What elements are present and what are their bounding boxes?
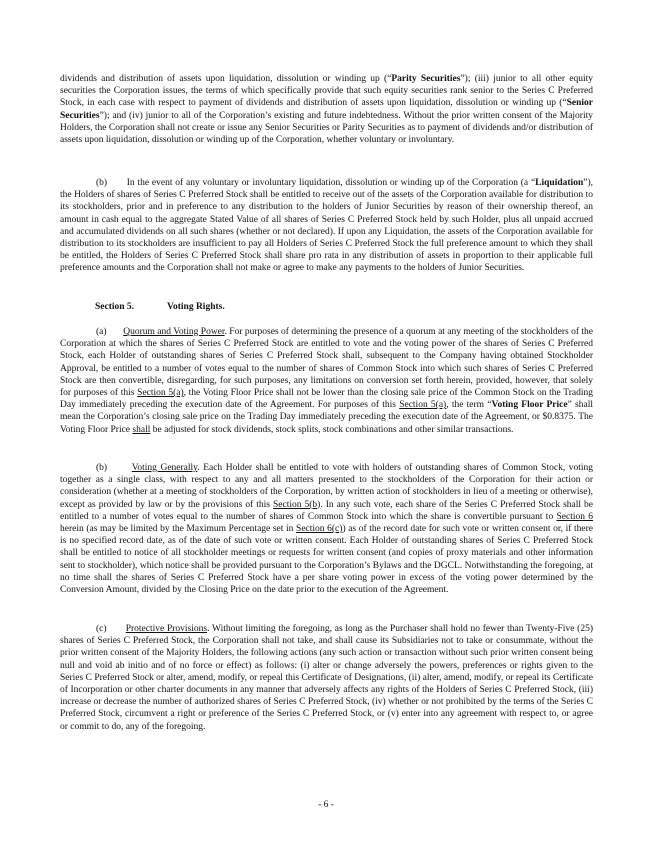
- paragraph-liquidation: (b) In the event of any voluntary or involuntary liquidation, dissolution or winding up of the Corporation (a “Liquidation”), the Holders of shares of Series C Preferred Stock shall be entitled to receive out of the assets of the Corporation available for distribution to its stockholders, prior and in preference to any distribution to the holders of Junior Securities by reason of their ownership thereof, an amount in cash equal to the aggregate Stated Value of all shares of Series C Preferred Stock held by such Holder, plus all unpaid accrued and accumulated dividends on all such shares (whether or not declared). If upon any Liquidation, the assets of the Corporation available for distribution to its stockholders are insufficient to pay all Holders of Series C Preferred Stock the full preference amount to which they shall be entitled, the Holders of Series C Preferred Stock shall share pro rata in any distribution of assets in proportion to their applicable full preference amounts and the Corporation shall not make or agree to make any payments to the holders of Junior Securities.: [60, 178, 593, 274]
- paragraph-voting-generally: (b) Voting Generally. Each Holder shall be entitled to vote with holders of outstanding shares of Common Stock, voting together as a single class, with respect to any and all matters presented to the stockholders of the Corporation for their action or consideration (whether at a meeting of stockholders of the Corporation, by written action of stockholders in lieu of a meeting or otherwise), except as provided by law or by the provisions of this Section 5(b). In any such vote, each share of the Series C Preferred Stock shall be entitled to a number of votes equal to the number of shares of Common Stock into which the share is convertible pursuant to Section 6 herein (as may be limited by the Maximum Percentage set in Section 6(c)) as of the record date for such vote or written consent or, if there is no specified record date, as of the date of such vote or written consent. Each Holder of outstanding shares of Series C Preferred Stock shall be entitled to notice of all stockholder meetings or requests for written consent (and copies of proxy materials and other information sent to stockholder), which notice shall be provided pursuant to the Corporation’s Bylaws and the DGCL. Notwithstanding the foregoing, at no time shall the shares of Series C Preferred Stock have a per share voting power in excess of the voting power determined by the Conversion Amount, divided by the Closing Price on the date prior to the execution of the Agreement.: [60, 463, 594, 596]
- section-number: Section 5.: [95, 302, 135, 312]
- underlined-word: shall: [132, 424, 151, 435]
- paragraph-quorum-voting-power: (a) Quorum and Voting Power. For purposes of determining the presence of a quorum at any meeting of the stockholders of the Corporation at which the shares of Series C Preferred Stock are entitled to vote and the voting power of the shares of Series C Preferred Stock, each Holder of outstanding shares of Series C Preferred Stock shall, subsequent to the Company having obtained Stockholder Approval, be entitled to a number of votes equal to the number of shares of Common Stock into which such shares of Series C Preferred Stock are then convertible, disregarding, for such purposes, any limitations on conversion set forth herein, provided, however, that solely for purposes of this Section 5(a), the Voting Floor Price shall not be lower than the closing sale price of the Common Stock on the Trading Day immediately preceding the execution date of the Agreement. For purposes of this Section 5(a), the term “Voting Floor Price” shall mean the Corporation’s closing sale price on the Trading Day immediately preceding the execution date of the Agreement, or $0.8375. The Voting Floor Price shall be adjusted for stock dividends, stock splits, stock combinations and other similar transactions.: [60, 327, 593, 435]
- defined-term-senior-securities: Senior Securities: [60, 98, 593, 121]
- subheading-protective-provisions: Protective Provisions: [125, 624, 208, 634]
- section-ref: Section 5(b): [273, 499, 321, 510]
- section-heading: [95, 302, 225, 312]
- page-number: - 6 -: [318, 800, 334, 810]
- section-ref: Section 5(a): [137, 388, 184, 399]
- defined-term-liquidation: Liquidation: [535, 178, 584, 188]
- section-ref: Section 6: [556, 511, 594, 522]
- subheading-quorum-voting-power: Quorum and Voting Power: [123, 327, 225, 337]
- defined-term-voting-floor-price: Voting Floor Price: [491, 400, 568, 411]
- section-title: Voting Rights.: [167, 302, 225, 312]
- section-ref: Section 6(c): [296, 524, 343, 535]
- section-ref: Section 5(a): [399, 400, 447, 411]
- defined-term-parity-securities: Parity Securities: [391, 74, 461, 84]
- paragraph-protective-provisions: (c) Protective Provisions. Without limiting the foregoing, as long as the Purchaser shall hold no fewer than Twenty-Five (25) shares of Series C Preferred Stock, the Corporation shall not take, and shall cause its Subsidiaries not to take or consummate, without the prior written consent of the Majority Holders, the following actions (any such action or transaction without such prior written consent being null and void ab initio and of no force or effect) as follows: (i) alter or change adversely the powers, preferences or rights given to the Series C Preferred Stock or alter, amend, modify, or repeal this Certificate of Designations, (ii) alter, amend, modify, or repeal its Certificate of Incorporation or other charter documents in any manner that adversely affects any rights of the Holders of Series C Preferred Stock, (iii) increase or decrease the number of authorized shares of Series C Preferred Stock, (iv) whether or not prohibited by the terms of the Series C Preferred Stock, circumvent a right or preference of the Series C Preferred Stock, or (v) enter into any agreement with respect to, or agree or commit to do, any of the foregoing.: [60, 624, 593, 732]
- paragraph-parity-securities: dividends and distribution of assets upon liquidation, dissolution or winding up (“Parity Securities”); (iii) junior to all other equity securities the Corporation issues, the terms of which specifically provide that such equity securities rank senior to the Series C Preferred Stock, in each case with respect to payment of dividends and distribution of assets upon liquidation, dissolution or winding up (“Senior Securities”); and (iv) junior to all of the Corporation’s existing and future indebtedness. Without the prior written consent of the Majority Holders, the Corporation shall not create or issue any Senior Securities or Parity Securities as to payment of dividends and/or distribution of assets upon liquidation, dissolution or winding up of the Corporation, whether voluntary or involuntary.: [60, 74, 593, 146]
- subheading-voting-generally: Voting Generally: [131, 463, 198, 473]
